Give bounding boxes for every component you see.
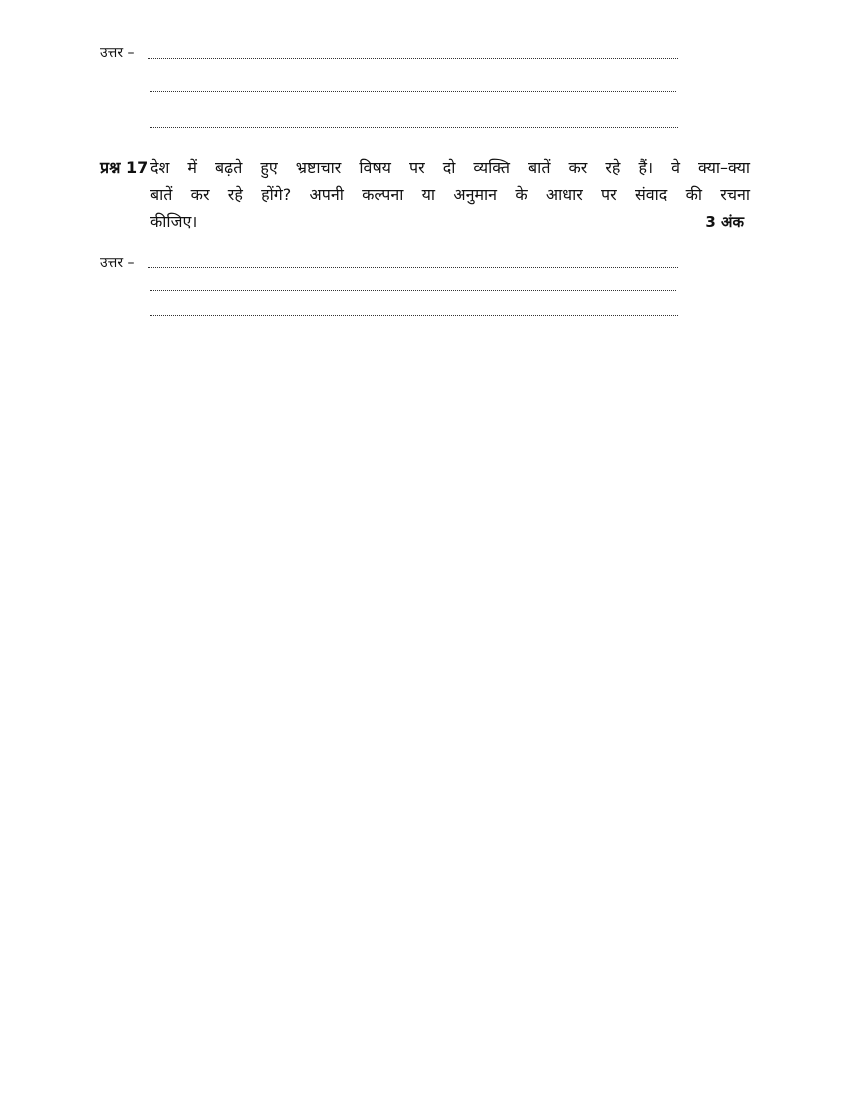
question-number: प्रश्न 17 [100,158,149,177]
answer-line [150,91,676,92]
question-text-line: देश में बढ़ते हुए भ्रष्टाचार विषय पर दो व्यक्ति बातें कर रहे हैं। वे क्या–क्या [150,158,750,177]
answer-line [150,315,678,316]
answer-label: उत्तर – [100,45,135,61]
answer-line [150,127,678,128]
question-text-line: कीजिए। [150,212,198,231]
answer-line [148,267,678,268]
marks-label: 3 अंक [705,213,744,231]
question-text-line: बातें कर रहे होंगे? अपनी कल्पना या अनुमान के आधार पर संवाद की रचना [150,185,750,204]
answer-line [148,58,678,59]
answer-line [150,290,676,291]
answer-label: उत्तर – [100,255,135,271]
